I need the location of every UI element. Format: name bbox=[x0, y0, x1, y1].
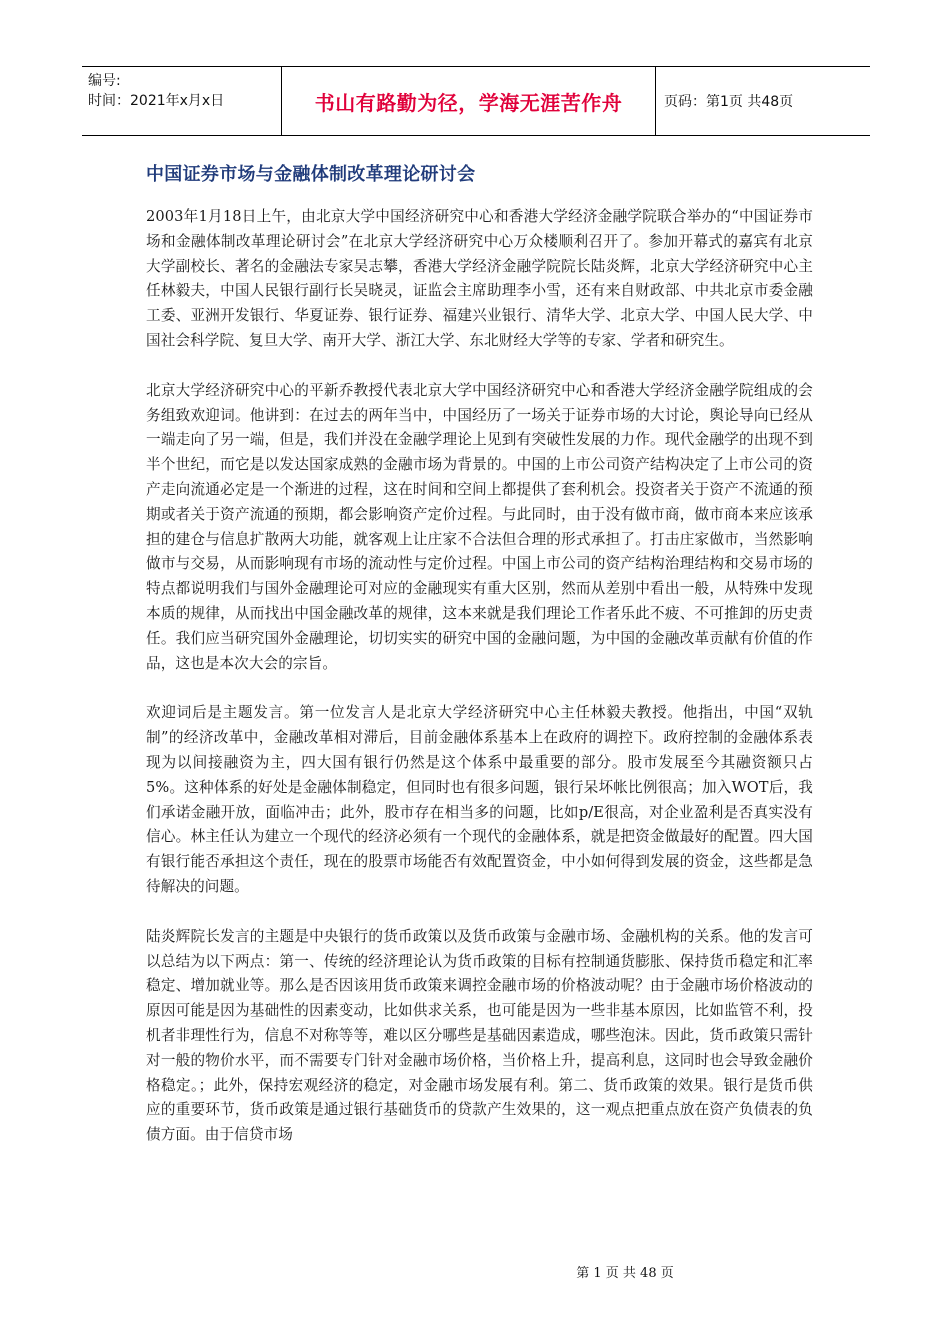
header-page-info: 页码：第1页 共48页 bbox=[664, 94, 794, 110]
header-meta bbox=[82, 67, 282, 135]
paragraph: 2003年1月18日上午，由北京大学中国经济研究中心和香港大学经济金融学院联合举办的“中国证券市场和金融体制改革理论研讨会”在北京大学经济研究中心万众楼顺利召开了。参加开幕式的嘉宾有北京大学副校长、著名的金融法专家吴志攀，香港大学经济金融学院院长陆炎辉，北京大学经济研究中心主任林毅夫，中国人民银行副行长吴晓灵，证监会主席助理李小雪，还有来自财政部、中共北京市委金融工委、亚洲开发银行、华夏证券、银行证券、福建兴业银行、清华大学、北京大学、中国人民大学、中国社会科学院、复旦大学、南开大学、浙江大学、东北财经大学等的专家、学者和研究生。 bbox=[146, 208, 813, 349]
paragraph: 陆炎辉院长发言的主题是中央银行的货币政策以及货币政策与金融市场、金融机构的关系。他的发言可以总结为以下两点：第一、传统的经济理论认为货币政策的目标有控制通货膨胀、保持货币稳定和汇率稳定、增加就业等。那么是否因该用货币政策来调控金融市场的价格波动呢？由于金融市场价格波动的原因可能是因为基础性的因素变动，比如供求关系，也可能是因为一些非基本原因，比如监管不利，投机者非理性行为，信息不对称等等，难以区分哪些是基础因素造成，哪些泡沫。因此，货币政策只需针对一般的物价水平，而不需要专门针对金融市场价格，当价格上升，提高利息，这同时也会导致金融价格稳定。；此外，保持宏观经济的稳定，对金融市场发展有利。第二、货币政策的效果。银行是货币供应的重要环节，货币政策是通过银行基础货币的贷款产生效果的，这一观点把重点放在资产负债表的负债方面。由于信贷市场 bbox=[146, 927, 813, 1144]
document-code-label: 编号: bbox=[88, 73, 121, 89]
paragraph: 欢迎词后是主题发言。第一位发言人是北京大学经济研究中心主任林毅夫教授。他指出，中国“双轨制”的经济改革中，金融改革相对滞后，目前金融体系基本上在政府的调控下。政府控制的金融体系表现为以间接融资为主，四大国有银行仍然是这个体系中最重要的部分。股市发展至今其融资额只占5%。这种体系的好处是金融体制稳定，但同时也有很多问题，银行呆坏帐比例很高；加入WOT后，我们承诺金融开放，面临冲击；此外，股市存在相当多的问题，比如p/E很高，对企业盈利是否真实没有信心。林主任认为建立一个现代的经济必须有一个现代的金融体系，就是把资金做最好的配置。四大国有银行能否承担这个责任，现在的股票市场能否有效配置资金，中小如何得到发展的资金，这些都是急待解决的问题。 bbox=[146, 704, 813, 895]
paragraph: 北京大学经济研究中心的平新乔教授代表北京大学中国经济研究中心和香港大学经济金融学院组成的会务组致欢迎词。他讲到：在过去的两年当中，中国经历了一场关于证券市场的大讨论，舆论导向已经从一端走向了另一端，但是，我们并没在金融学理论上见到有突破性发展的力作。现代金融学的出现不到半个世纪，而它是以发达国家成熟的金融市场为背景的。中国的上市公司资产结构决定了上市公司的资产走向流通必定是一个渐进的过程，这在时间和空间上都提供了套利机会。投资者关于资产不流通的预期或者关于资产流通的预期，都会影响资产定价过程。与此同时，由于没有做市商，做市商本来应该承担的建仓与信息扩散两大功能，就客观上让庄家不合法但合理的形式承担了。打击庄家做市，当然影响做市与交易，从而影响现有市场的流动性与定价过程。中国上市公司的资产结构治理结构和交易市场的特点都说明我们与国外金融理论可对应的金融现实有重大区别，然而从差别中看出一般，从特殊中发现本质的规律，从而找出中国金融改革的规律，这本来就是我们理论工作者乐此不疲、不可推卸的历史责任。我们应当研究国外金融理论，切切实实的研究中国的金融问题，为中国的金融改革贡献有价值的作品，这也是本次大会的宗旨。 bbox=[146, 381, 813, 672]
page-footer: 第 1 页 共 48 页 bbox=[576, 1266, 674, 1281]
header-motto: 书山有路勤为径，学海无涯苦作舟 bbox=[282, 67, 656, 135]
document-title: 中国证券市场与金融体制改革理论研讨会 bbox=[146, 164, 476, 185]
document-body bbox=[146, 205, 813, 1173]
page-header bbox=[82, 66, 870, 136]
document-time-label: 时间：2021年x月x日 bbox=[88, 93, 225, 109]
